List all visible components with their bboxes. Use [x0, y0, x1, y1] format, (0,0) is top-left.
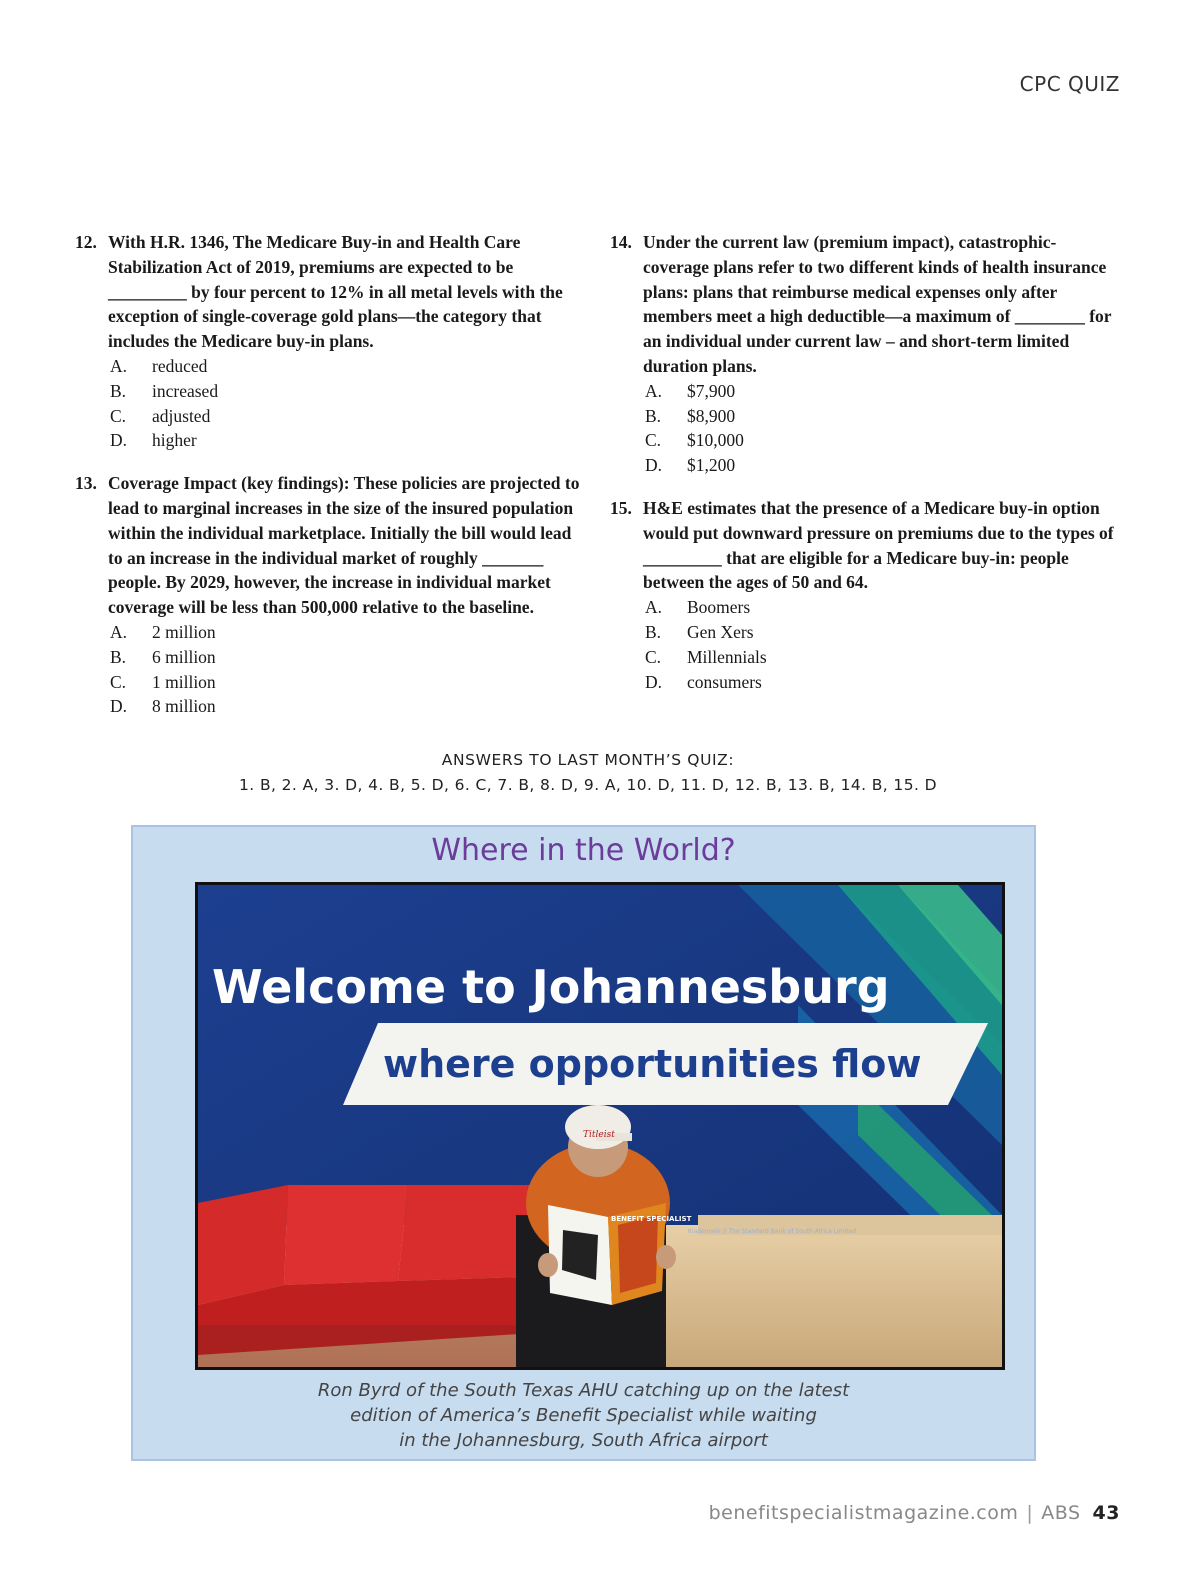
option-text: 2 million: [152, 621, 216, 642]
question-number: 13.: [75, 473, 97, 494]
sign-tagline-text: where opportunities flow: [383, 1042, 922, 1086]
answer-options: [108, 620, 585, 719]
question-12: [75, 230, 585, 453]
option-text: $1,200: [687, 455, 736, 476]
option-text: 1 million: [152, 671, 216, 692]
question-number: 12.: [75, 232, 97, 252]
option-letter: A.: [110, 355, 128, 376]
footer-separator: |: [1026, 1502, 1034, 1524]
option-a: [643, 379, 1120, 404]
option-letter: D.: [110, 430, 128, 451]
option-letter: C.: [110, 671, 127, 692]
option-letter: D.: [110, 696, 128, 717]
answers-list: 1. B, 2. A, 3. D, 4. B, 5. D, 6. C, 7. B, 8. D, 9. A, 10. D, 11. D, 12. B, 13. B, 14. B, 15. D: [239, 776, 937, 794]
option-text: higher: [152, 430, 197, 451]
option-text: 8 million: [152, 696, 216, 717]
photo-caption: [133, 1378, 1034, 1453]
option-text: Boomers: [687, 597, 751, 618]
option-d: [108, 694, 585, 719]
option-c: [108, 404, 585, 429]
question-number: 15.: [610, 497, 632, 518]
question-text: With H.R. 1346, The Medicare Buy-in and Health Care Stabilization Act of 2019, premiums are expected to be _________ by four percent to 12% in all metal levels with the exception of single-coverage gold plans—the category that includes the Medicare buy-in plans.: [108, 232, 563, 352]
answer-options: [643, 595, 1120, 694]
option-text: reduced: [152, 355, 208, 376]
answer-options: [643, 379, 1120, 478]
option-a: [108, 354, 585, 379]
option-letter: B.: [645, 621, 662, 642]
option-b: [643, 620, 1120, 645]
question-15: [610, 496, 1120, 694]
option-letter: C.: [645, 646, 662, 667]
sign-credit-text: Kiadenveis // The Standard Bank of South Africa Limited: [688, 1228, 857, 1235]
option-letter: C.: [645, 430, 662, 451]
option-a: [108, 620, 585, 645]
option-d: [643, 453, 1120, 478]
option-letter: A.: [645, 597, 663, 618]
quiz-column-left: [75, 230, 585, 737]
option-d: [108, 428, 585, 453]
option-text: Gen Xers: [687, 621, 754, 642]
where-in-the-world-box: [131, 825, 1036, 1461]
airport-photo: [195, 882, 1005, 1370]
page-footer: [709, 1502, 1120, 1524]
option-letter: D.: [645, 455, 663, 476]
option-letter: B.: [110, 380, 127, 401]
caption-line: in the Johannesburg, South Africa airport: [399, 1430, 768, 1451]
option-d: [643, 670, 1120, 695]
option-text: Millennials: [687, 646, 767, 667]
option-letter: A.: [645, 380, 663, 401]
answer-options: [108, 354, 585, 453]
question-text: Coverage Impact (key findings): These policies are projected to lead to marginal increases in the size of the insured population within the individual marketplace. Initially the bill would lead to an increase in the individual market of roughly _______ people. By 2029, however, the increase in individual market coverage will be less than 500,000 relative to the baseline.: [108, 473, 580, 618]
option-a: [643, 595, 1120, 620]
option-c: [643, 645, 1120, 670]
question-14: [610, 230, 1120, 478]
option-text: increased: [152, 380, 219, 401]
caption-line: Ron Byrd of the South Texas AHU catching up on the latest: [317, 1380, 850, 1401]
option-letter: A.: [110, 621, 128, 642]
option-text: consumers: [687, 671, 762, 692]
magazine-title-text: BENEFIT SPECIALIST: [611, 1215, 692, 1223]
option-letter: D.: [645, 671, 663, 692]
option-c: [643, 428, 1120, 453]
option-letter: B.: [110, 646, 127, 667]
question-text: H&E estimates that the presence of a Medicare buy-in option would put downward pressure on premiums due to the types of _________ that are eligible for a Medicare buy-in: people between the ages of 50 and 64.: [643, 497, 1114, 593]
question-text: Under the current law (premium impact), catastrophic-coverage plans refer to two different kinds of health insurance plans: plans that reimburse medical expenses only after members meet a high deductible—a maximum of ________ for an individual under current law – and short-term limited duration plans.: [643, 232, 1112, 376]
question-13: [75, 471, 585, 719]
cap-logo-text: Titleist: [583, 1130, 615, 1140]
caption-line: edition of America’s Benefit Specialist while waiting: [350, 1405, 817, 1426]
option-text: adjusted: [152, 405, 211, 426]
option-b: [108, 645, 585, 670]
option-text: $8,900: [687, 405, 736, 426]
option-c: [108, 670, 585, 695]
quiz-column-right: [610, 230, 1120, 712]
section-label: CPC QUIZ: [1019, 72, 1120, 96]
sign-welcome-text: Welcome to Johannesburg: [212, 960, 890, 1014]
page-number: 43: [1092, 1502, 1120, 1524]
option-text: $10,000: [687, 430, 744, 451]
where-in-the-world-title: Where in the World?: [431, 833, 736, 868]
option-text: 6 million: [152, 646, 216, 667]
option-text: $7,900: [687, 380, 736, 401]
option-letter: C.: [110, 405, 127, 426]
footer-site[interactable]: benefitspecialistmagazine.com: [708, 1502, 1019, 1524]
last-month-answers: [0, 748, 1176, 798]
option-letter: B.: [645, 405, 662, 426]
option-b: [108, 379, 585, 404]
option-b: [643, 404, 1120, 429]
question-number: 14.: [610, 232, 632, 252]
footer-publication: ABS: [1041, 1502, 1081, 1524]
answers-title: ANSWERS TO LAST MONTH’S QUIZ:: [441, 751, 735, 769]
